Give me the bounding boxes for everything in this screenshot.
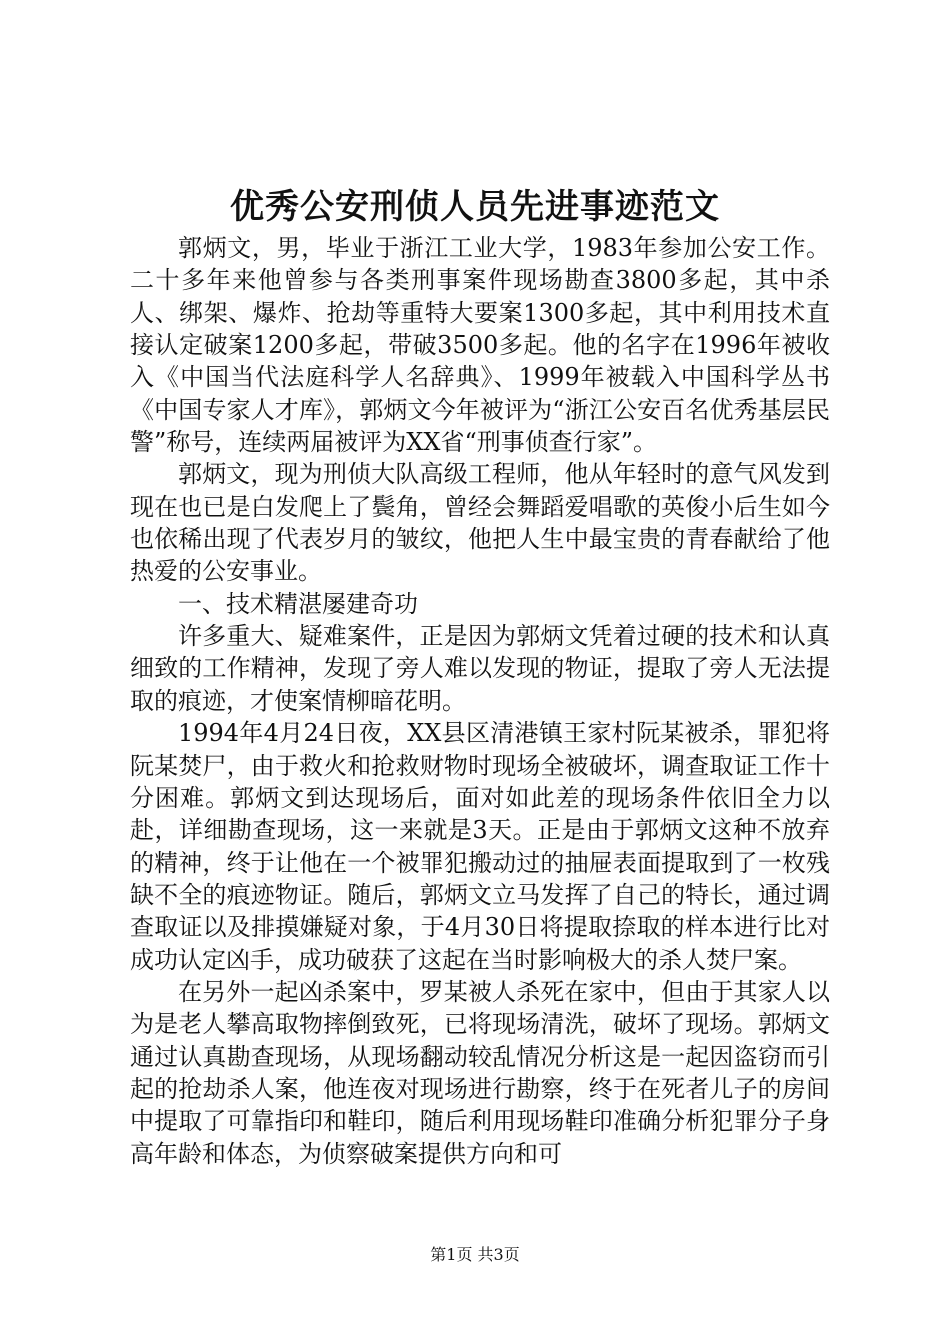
document-body — [130, 232, 830, 1170]
section-heading: 一、技术精湛屡建奇功 — [178, 589, 418, 618]
page-number-footer: 第1页 共3页 — [430, 1245, 520, 1264]
paragraph-overview: 许多重大、疑难案件，正是因为郭炳文凭着过硬的技术和认真细致的工作精神，发现了旁人难以发现的物证，提取了旁人无法提取的痕迹，才使案情柳暗花明。 — [130, 622, 830, 715]
paragraph-case-luo: 在另外一起凶杀案中，罗某被人杀死在家中，但由于其家人以为是老人攀高取物摔倒致死，已将现场清洗，破坏了现场。郭炳文通过认真勘查现场，从现场翻动较乱情况分析这是一起因盗窃而引起的抢劫杀人案，他连夜对现场进行勘察，终于在死者儿子的房间中提取了可靠指印和鞋印，随后利用现场鞋印准确分析犯罪分子身高年龄和体态，为侦察破案提供方向和可 — [130, 977, 830, 1168]
paragraph-case-1994: 1994年4月24日夜，XX县区清港镇王家村阮某被杀，罪犯将阮某焚尸，由于救火和抢救财物时现场全被破坏，调查取证工作十分困难。郭炳文到达现场后，面对如此差的现场条件依旧全力以赴，详细勘查现场，这一来就是3天。正是由于郭炳文这种不放弃的精神，终于让他在一个被罪犯搬动过的抽屉表面提取到了一枚残缺不全的痕迹物证。随后，郭炳文立马发挥了自己的特长，通过调查取证以及排摸嫌疑对象，于4月30日将提取捺取的样本进行比对成功认定凶手，成功破获了这起在当时影响极大的杀人焚尸案。 — [130, 719, 830, 974]
paragraph-profile: 郭炳文，现为刑侦大队高级工程师，他从年轻时的意气风发到现在也已是白发爬上了鬓角，曾经会舞蹈爱唱歌的英俊小后生如今也依稀出现了代表岁月的皱纹，他把人生中最宝贵的青春献给了他热爱的公安事业。 — [130, 460, 830, 586]
document-title: 优秀公安刑侦人员先进事迹范文 — [230, 187, 720, 227]
paragraph-intro: 郭炳文，男，毕业于浙江工业大学，1983年参加公安工作。二十多年来他曾参与各类刑事案件现场勘查3800多起，其中杀人、绑架、爆炸、抢劫等重特大要案1300多起，其中利用技术直接认定破案1200多起，带破3500多起。他的名字在1996年被收入《中国当代法庭科学人名辞典》、1999年被载入中国科学丛书《中国专家人才库》，郭炳文今年被评为“浙江公安百名优秀基层民警”称号，连续两届被评为XX省“刑事侦查行家”。 — [130, 234, 830, 457]
